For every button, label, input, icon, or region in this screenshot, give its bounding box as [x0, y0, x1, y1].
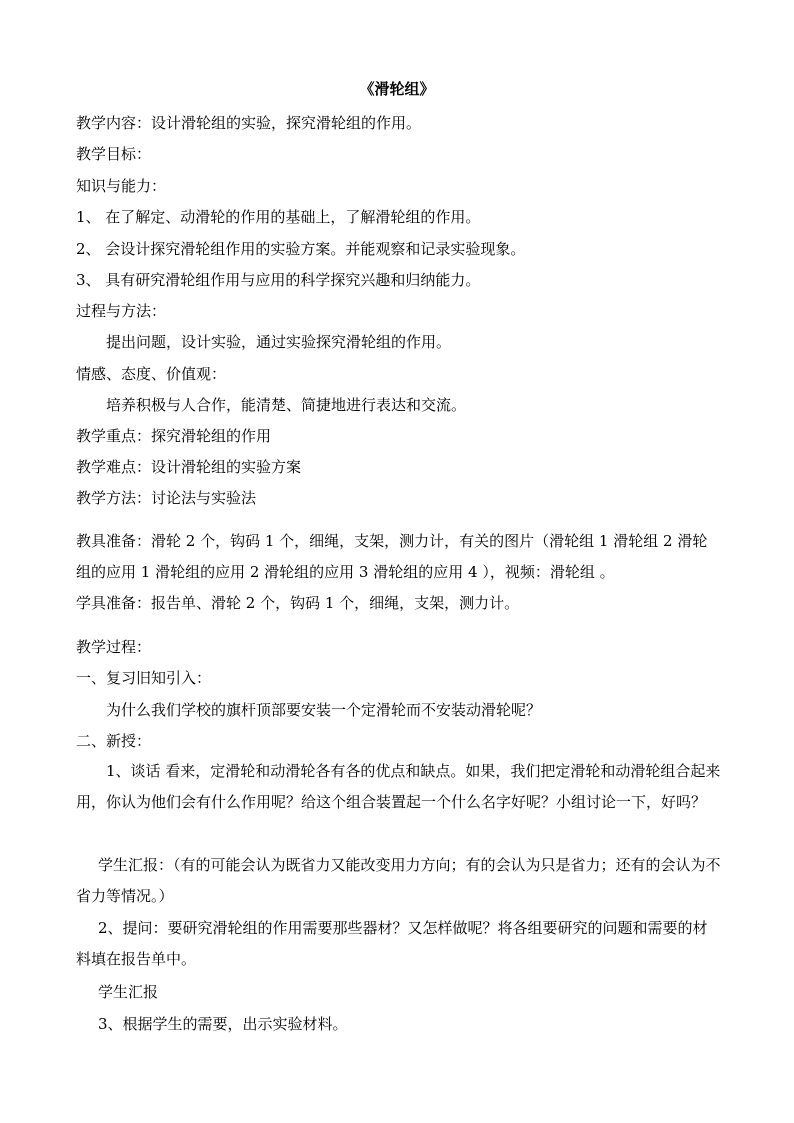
teaching-content: 教学内容：设计滑轮组的实验，探究滑轮组的作用。 — [76, 114, 422, 132]
knowledge-item-3: 3、 具有研究滑轮组作用与应用的科学探究兴趣和归纳能力。 — [76, 271, 481, 289]
process-text: 提出问题，设计实验，通过实验探究滑轮组的作用。 — [106, 333, 452, 351]
difficulty-point: 教学难点：设计滑轮组的实验方案 — [76, 458, 302, 476]
knowledge-heading: 知识与能力： — [76, 177, 167, 195]
student-report: 学生汇报 — [98, 983, 159, 1001]
emotion-heading: 情感、态度、价值观： — [76, 365, 227, 383]
emotion-text: 培养积极与人合作，能清楚、简捷地进行表达和交流。 — [106, 396, 467, 414]
student-tools: 学具准备：报告单、滑轮 2 个，钩码 1 个，细绳，支架，测力计。 — [76, 594, 520, 612]
teaching-goals-heading: 教学目标： — [76, 145, 152, 163]
show-materials: 3、根据学生的需要，出示实验材料。 — [98, 1015, 348, 1033]
review-question: 为什么我们学校的旗杆顶部要安装一个定滑轮而不安装动滑轮呢？ — [106, 701, 542, 719]
teaching-tools-paragraph: 教具准备：滑轮 2 个，钩码 1 个，细绳，支架，测力计，有关的图片（滑轮组 1 滑轮组 2 滑轮组的应用 1 滑轮组的应用 2 滑轮组的应用 3 滑轮组的应用 4 ），视频：滑轮组 。 — [76, 532, 708, 581]
paragraph-question: 2、提问：要研究滑轮组的作用需要那些器材？又怎样做呢？将各组要研究的问题和需要的材料填在报告单中。 — [76, 919, 708, 968]
teaching-method: 教学方法：讨论法与实验法 — [76, 489, 257, 507]
process-heading: 过程与方法： — [76, 302, 167, 320]
paragraph-student-report: 学生汇报：（有的可能会认为既省力又能改变用力方向；有的会认为只是省力；还有的会认为不省力等情况。） — [76, 856, 721, 905]
document-title: 《滑轮组》 — [359, 80, 435, 98]
new-lesson-heading: 二、新授： — [76, 732, 152, 750]
review-heading: 一、复习旧知引入： — [76, 669, 212, 687]
paragraph-discussion: 1、谈话 看来，定滑轮和动滑轮各有各的优点和缺点。如果，我们把定滑轮和动滑轮组合起来用，你认为他们会有什么作用呢？给这个组合装置起一个什么名字好呢？小组讨论一下，好吗？ — [76, 762, 721, 811]
knowledge-item-2: 2、 会设计探究滑轮组作用的实验方案。并能观察和记录实验现象。 — [76, 240, 526, 258]
key-point: 教学重点：探究滑轮组的作用 — [76, 427, 272, 445]
knowledge-item-1: 1、 在了解定、动滑轮的作用的基础上，了解滑轮组的作用。 — [76, 208, 481, 226]
teaching-process-heading: 教学过程： — [76, 638, 152, 656]
